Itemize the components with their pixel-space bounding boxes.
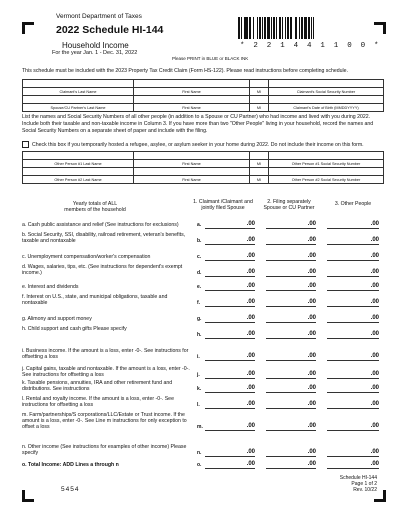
amount-line-l-col2[interactable]: .00 <box>266 401 316 409</box>
refugee-checkbox-row <box>22 141 384 149</box>
line-letter: h. <box>197 332 202 339</box>
line-letter: j. <box>197 372 200 379</box>
other1-mi-field[interactable] <box>250 152 269 160</box>
col3-header: 3. Other People <box>334 201 372 207</box>
line-letter: e. <box>197 284 202 290</box>
income-line-j <box>22 366 192 378</box>
amount-line-c-col3[interactable]: .00 <box>327 253 379 261</box>
income-line-text: l. Rental and royalty income. If the amount is a loss, enter -0-. See instructions for offsetting a loss <box>22 396 174 409</box>
totals-header-line2: members of the household <box>64 207 126 213</box>
spouse-last-name-field[interactable] <box>23 96 134 104</box>
amount-line-e-col2[interactable]: .00 <box>266 283 316 291</box>
footer-rev: Rev. 10/22 <box>353 487 377 493</box>
other1-first-name-field[interactable] <box>134 152 250 160</box>
amount-line-m-col2[interactable]: .00 <box>266 423 316 431</box>
amount-line-g-col3[interactable]: .00 <box>327 315 379 323</box>
amount-line-e-col3[interactable]: .00 <box>327 283 379 291</box>
amount-line-d-col2[interactable]: .00 <box>266 269 316 277</box>
barcode-bar <box>314 17 315 39</box>
income-line-e <box>22 284 192 290</box>
line-letter: a. <box>197 222 202 228</box>
line-letter: f. <box>197 300 201 307</box>
amount-line-i-col2[interactable]: .00 <box>266 353 316 361</box>
income-line-text: j. Capital gains, taxable and nontaxable. If the amount is a loss, enter -0-. See instructions for offsetting a loss <box>22 366 190 379</box>
amount-line-h-col2[interactable]: .00 <box>266 331 316 339</box>
income-line-text: i. Business income. If the amount is a loss, enter -0-. See instructions for offsetting a loss <box>22 348 189 361</box>
first-name-label: First Name <box>134 88 250 96</box>
other1-first-name-label: First Name <box>134 160 250 168</box>
dob-label: Claimant's Date of Birth (MMDDYYYY) <box>269 104 384 112</box>
line-letter: k. <box>197 386 202 393</box>
registration-mark-bottom-left <box>22 490 34 502</box>
amount-line-k-col3[interactable]: .00 <box>327 385 379 393</box>
line-letter: i. <box>197 354 200 361</box>
other1-ssn-label: Other Person #1 Social Security Number <box>269 160 384 168</box>
line-letter: m. <box>197 424 203 431</box>
amount-line-k-col1[interactable]: .00 <box>205 385 255 393</box>
registration-mark-top-right <box>374 22 386 34</box>
other2-mi-label: MI <box>250 176 269 184</box>
col1-header: 1. Claimant /Claimant and jointly filed Spouse <box>193 199 253 211</box>
income-line-m <box>22 412 192 431</box>
spouse-mi-label: MI <box>250 104 269 112</box>
other-persons-instructions: List the names and Social Security Numbers of all other people (in addition to a Spouse or CU Partner) who had income and lived with you during 2022. Include both their taxable and non-taxable income in Column 3. If you have more than two "Other People" living in your household, record the names and Social Security Numbers on a separate sheet of paper and include with the filing. <box>22 114 374 134</box>
spouse-first-name-field[interactable] <box>134 96 250 104</box>
income-line-text: n. Other income (See instructions for examples of other income) Please specify <box>22 444 187 457</box>
mi-label: MI <box>250 88 269 96</box>
amount-line-n-col3[interactable]: .00 <box>327 449 379 457</box>
spouse-last-name-label: Spouse/CU Partner's Last Name <box>23 104 134 112</box>
other2-ssn-field[interactable] <box>269 168 384 176</box>
income-line-text: e. Interest and dividends <box>22 284 79 290</box>
barcode <box>238 17 334 39</box>
amount-line-b-col1[interactable]: .00 <box>205 237 255 245</box>
income-line-k <box>22 380 192 392</box>
spouse-first-name-label: First Name <box>134 104 250 112</box>
barcode-number: * 2 2 1 4 4 1 1 0 0 * <box>240 42 381 50</box>
amount-line-b-col2[interactable]: .00 <box>266 237 316 245</box>
income-line-text: o. Total Income: ADD Lines a through n <box>22 462 119 468</box>
amount-line-f-col2[interactable]: .00 <box>266 299 316 307</box>
other2-last-name-label: Other Person #2 Last Name <box>23 176 134 184</box>
income-line-text: b. Social Security, SSI, disability, railroad retirement, veteran's benefits, taxable and nontaxable <box>22 232 186 245</box>
line-letter: c. <box>197 254 202 260</box>
income-line-a <box>22 222 192 228</box>
claimant-first-name-field[interactable] <box>134 80 250 88</box>
form-title: 2022 Schedule HI-144 <box>56 24 164 36</box>
amount-line-m-col1[interactable]: .00 <box>205 423 255 431</box>
income-line-b <box>22 232 192 244</box>
line-letter: d. <box>197 270 202 277</box>
amount-line-f-col3[interactable]: .00 <box>327 299 379 307</box>
amount-line-k-col2[interactable]: .00 <box>266 385 316 393</box>
claimant-ssn-field[interactable] <box>269 80 384 88</box>
other2-first-name-field[interactable] <box>134 168 250 176</box>
col2-header: 2. Filing separately Spouse or CU Partner <box>263 199 315 211</box>
amount-line-e-col1[interactable]: .00 <box>205 283 255 291</box>
ssn-label: Claimant's Social Security Number <box>269 88 384 96</box>
amount-line-g-col2[interactable]: .00 <box>266 315 316 323</box>
income-line-text: d. Wages, salaries, tips, etc. (See instructions for dependent's exempt income.) <box>22 264 183 277</box>
amount-line-a-col2[interactable]: .00 <box>266 221 316 229</box>
spouse-mi-field[interactable] <box>250 96 269 104</box>
amount-line-i-col3[interactable]: .00 <box>327 353 379 361</box>
amount-line-c-col1[interactable]: .00 <box>205 253 255 261</box>
form-code: 5454 <box>61 486 80 493</box>
income-line-text: h. Child support and cash gifts Please specify <box>22 326 127 332</box>
footer-form-name: Schedule HI-144 <box>339 475 377 481</box>
other2-mi-field[interactable] <box>250 168 269 176</box>
footer-page: Page 1 of 2 <box>351 481 377 487</box>
amount-line-a-col3[interactable]: .00 <box>327 221 379 229</box>
claimant-info-table <box>22 79 384 112</box>
amount-line-m-col3[interactable]: .00 <box>327 423 379 431</box>
income-line-d <box>22 264 192 276</box>
income-line-text: m. Farm/partnerships/S corporations/LLC/Estate or Trust income. If the amount is a loss, enter -0-. See Line m instructions for only exception to offset a loss <box>22 412 187 431</box>
line-letter: o. <box>197 462 202 468</box>
amount-line-g-col1[interactable]: .00 <box>205 315 255 323</box>
form-subtitle: Household Income <box>62 41 129 50</box>
intro-text: This schedule must be included with the 2023 Property Tax Credit Claim (Form HS-122). Please read instructions before completing schedule. <box>22 68 349 74</box>
income-line-text: f. Interest on U.S., state, and municipal obligations, taxable and nontaxable <box>22 294 168 307</box>
totals-header <box>30 201 160 213</box>
amount-line-o-col1[interactable]: .00 <box>205 461 255 469</box>
line-letter: b. <box>197 238 202 245</box>
amount-line-f-col1[interactable]: .00 <box>205 299 255 307</box>
claimant-last-name-field[interactable] <box>23 80 134 88</box>
amount-line-h-col1[interactable]: .00 <box>205 331 255 339</box>
other-persons-table <box>22 151 384 184</box>
claimant-mi-field[interactable] <box>250 80 269 88</box>
amount-line-d-col3[interactable]: .00 <box>327 269 379 277</box>
amount-line-j-col2[interactable]: .00 <box>266 371 316 379</box>
other2-first-name-label: First Name <box>134 176 250 184</box>
amount-line-i-col1[interactable]: .00 <box>205 353 255 361</box>
line-letter: l. <box>197 402 200 409</box>
other2-ssn-label: Other Person #2 Social Security Number <box>269 176 384 184</box>
agency-name: Vermont Department of Taxes <box>56 13 142 20</box>
income-line-text: k. Taxable pensions, annuities, IRA and other retirement fund and distributions. See instructions <box>22 380 173 393</box>
amount-line-j-col3[interactable]: .00 <box>327 371 379 379</box>
dob-field[interactable] <box>269 96 384 104</box>
amount-line-c-col2[interactable]: .00 <box>266 253 316 261</box>
other1-last-name-label: Other Person #1 Last Name <box>23 160 134 168</box>
income-line-o <box>22 462 192 468</box>
amount-line-l-col3[interactable]: .00 <box>327 401 379 409</box>
amount-line-a-col1[interactable]: .00 <box>205 221 255 229</box>
amount-line-l-col1[interactable]: .00 <box>205 401 255 409</box>
line-letter: n. <box>197 450 202 457</box>
income-line-l <box>22 396 192 408</box>
income-line-f <box>22 294 192 306</box>
amount-line-b-col3[interactable]: .00 <box>327 237 379 245</box>
claimant-last-name-label: Claimant's Last Name <box>23 88 134 96</box>
amount-line-d-col1[interactable]: .00 <box>205 269 255 277</box>
amount-line-o-col3[interactable]: .00 <box>327 461 379 469</box>
other1-mi-label: MI <box>250 160 269 168</box>
refugee-checkbox-label: Check this box if you temporarily hosted a refugee, asylee, or asylum seeker in your home during 2022. Do not include their income on this form. <box>32 141 364 148</box>
income-line-c <box>22 254 192 260</box>
amount-line-o-col2[interactable]: .00 <box>266 461 316 469</box>
income-line-text: a. Cash public assistance and relief (See instructions for exclusions) <box>22 222 179 228</box>
other2-last-name-field[interactable] <box>23 168 134 176</box>
totals-header-line1: Yearly totals of ALL <box>72 201 118 207</box>
footer-info <box>327 475 377 493</box>
income-line-i <box>22 348 192 360</box>
other1-ssn-field[interactable] <box>269 152 384 160</box>
amount-line-h-col3[interactable]: .00 <box>327 331 379 339</box>
other1-last-name-field[interactable] <box>23 152 134 160</box>
print-note: Please PRINT in BLUE or BLACK INK <box>172 56 249 61</box>
amount-line-n-col1[interactable]: .00 <box>205 449 255 457</box>
registration-mark-top-left <box>22 22 34 34</box>
refugee-checkbox[interactable] <box>22 141 29 148</box>
tax-year-range: For the year Jan. 1 - Dec. 31, 2022 <box>52 50 138 56</box>
income-line-n <box>22 444 192 456</box>
line-letter: g. <box>197 316 202 322</box>
amount-line-j-col1[interactable]: .00 <box>205 371 255 379</box>
income-line-text: c. Unemployment compensation/worker's compensation <box>22 254 151 260</box>
income-line-text: g. Alimony and support money <box>22 316 92 322</box>
income-line-g <box>22 316 192 322</box>
income-line-h <box>22 326 192 332</box>
amount-line-n-col2[interactable]: .00 <box>266 449 316 457</box>
